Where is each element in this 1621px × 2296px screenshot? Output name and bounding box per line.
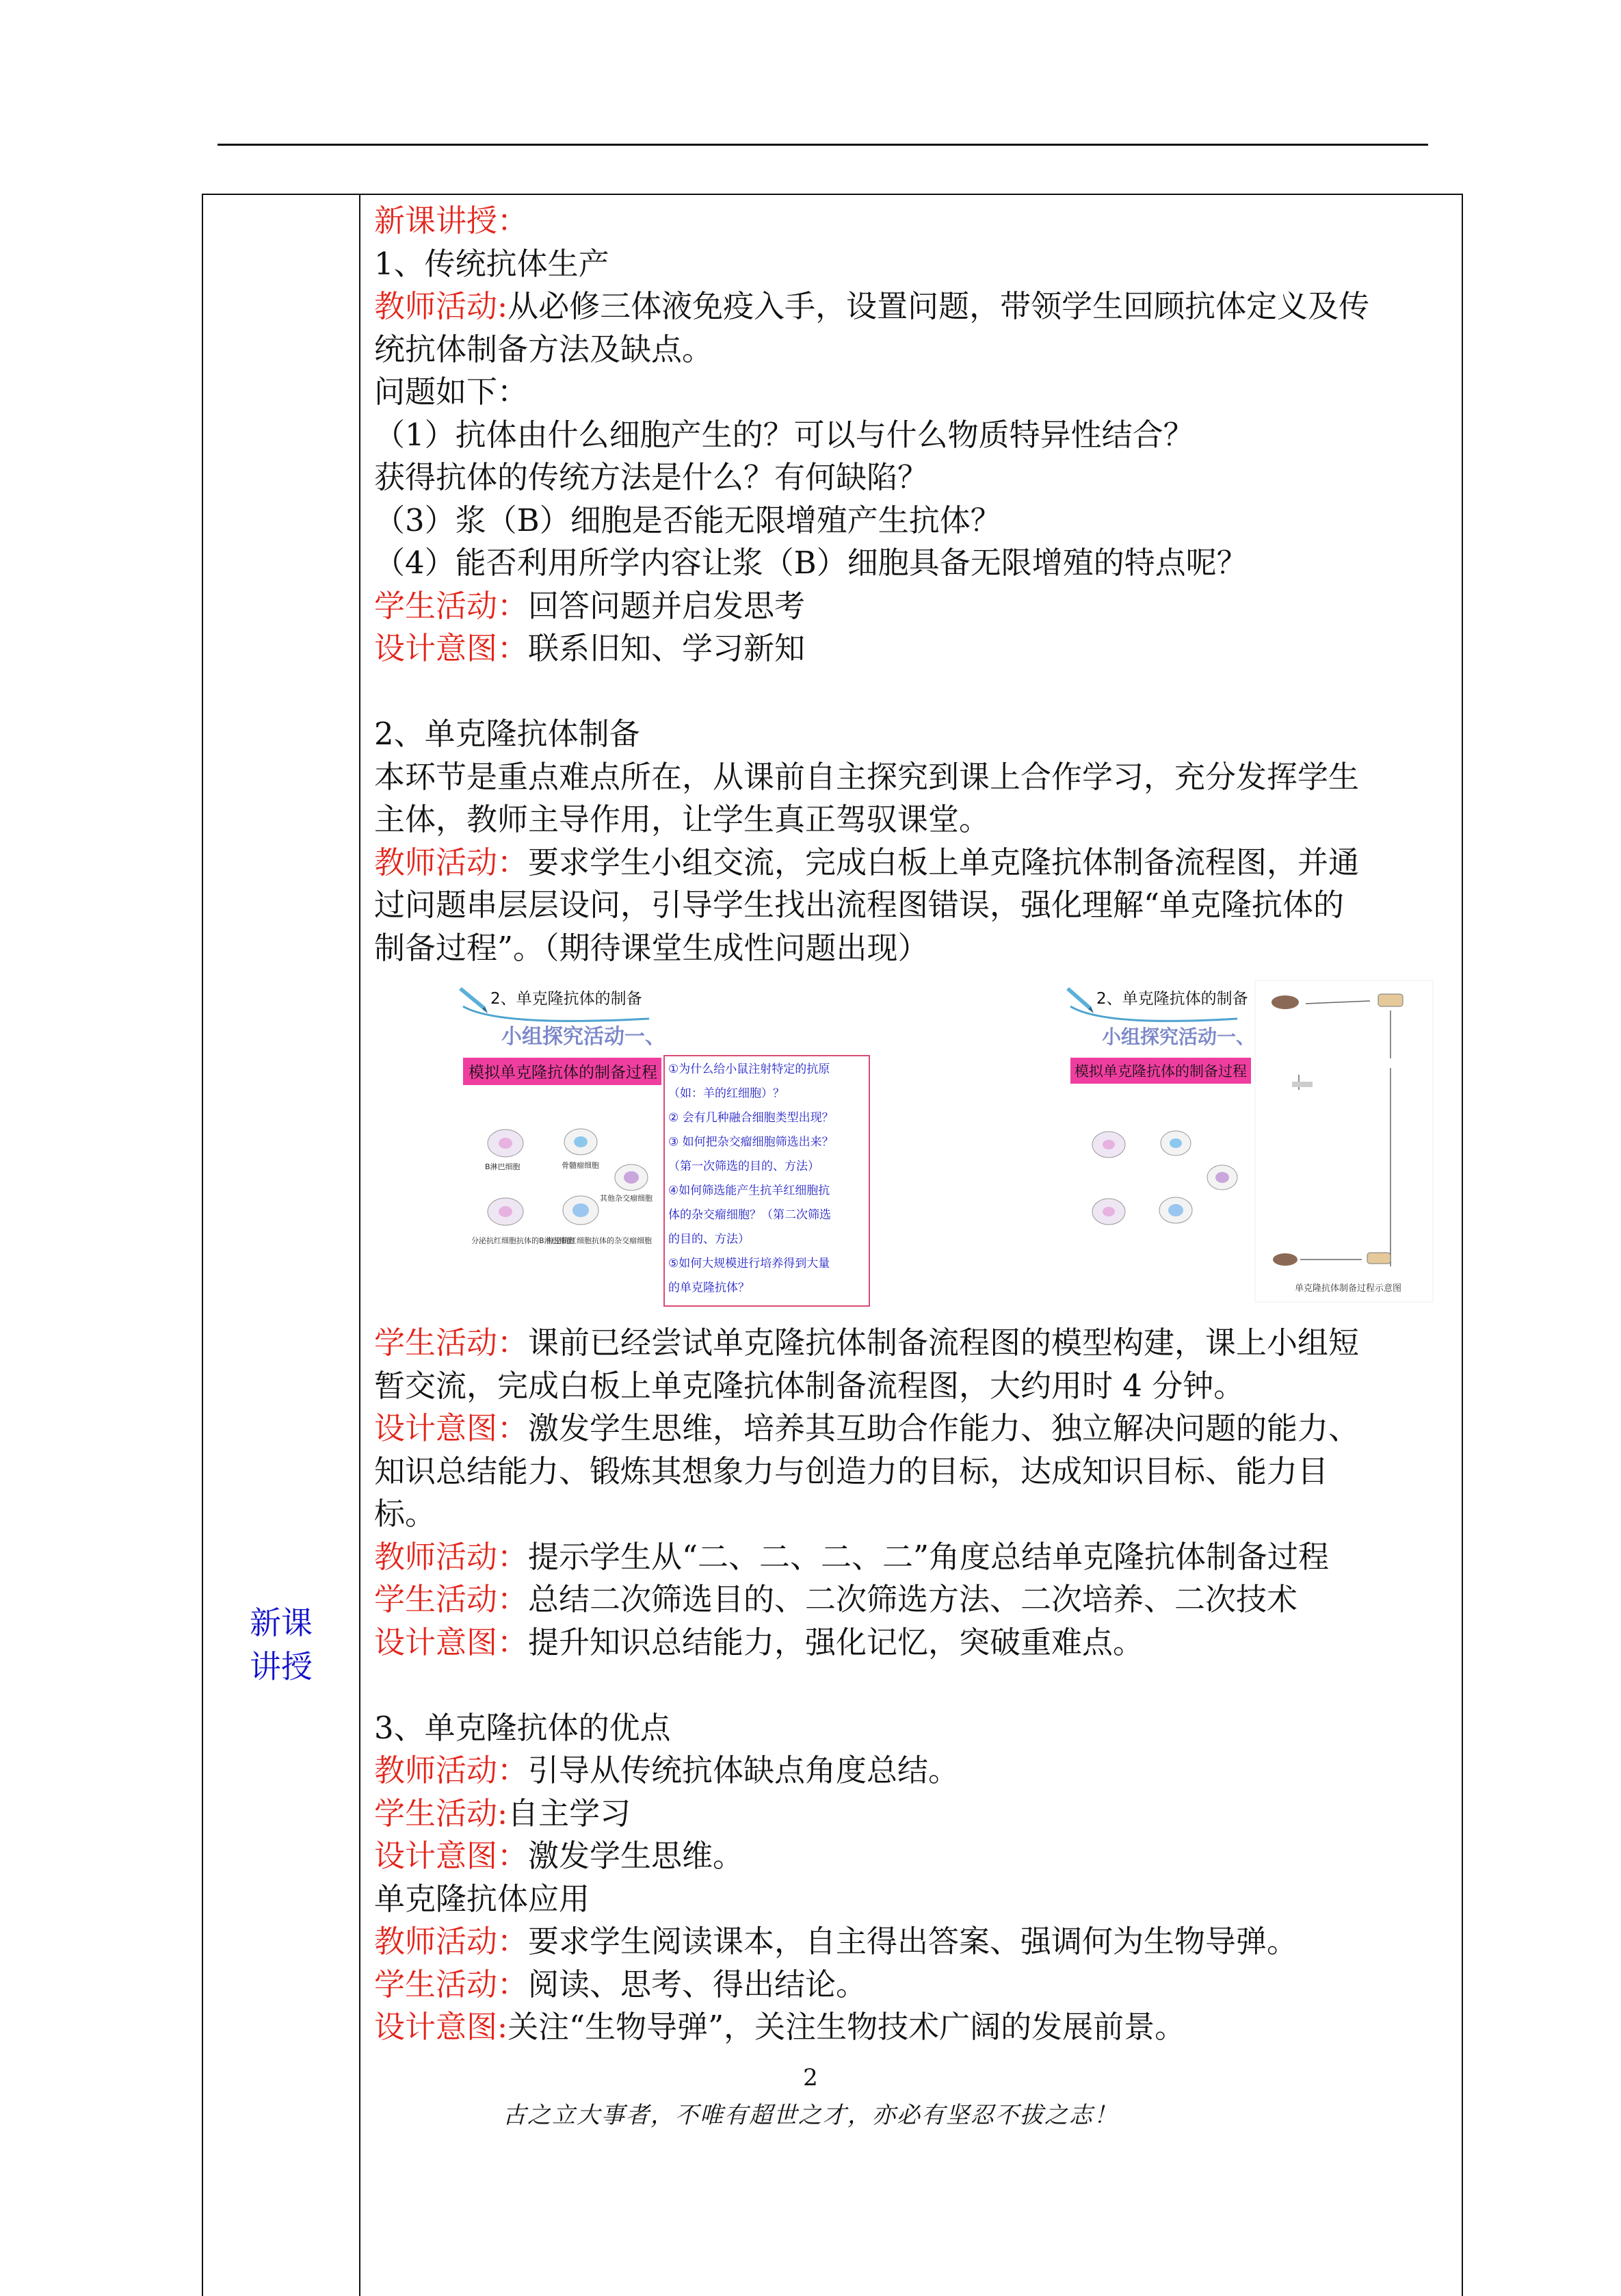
line-text: 课前已经尝试单克隆抗体制备流程图的模型构建，课上小组短 [528,1325,1360,1361]
line-text: 提示学生从“二、二、二、二”角度总结单克隆抗体制备过程 [528,1538,1330,1575]
text-line [374,585,1455,628]
flow-diagram [1255,980,1433,1302]
text-line [374,1365,1455,1408]
activity-label: 学生活动: [374,1795,508,1831]
text-line [374,285,1455,328]
line-text: 引导从传统抗体缺点角度总结。 [528,1752,960,1788]
activity-label: 设计意图： [374,1623,529,1660]
line-text: 制备过程”。（期待课堂生成性问题出现） [374,929,929,966]
text-line [374,1878,1455,1921]
text-line [374,713,1455,756]
text-line [374,328,1455,371]
question-line: （如：羊的红细胞）？ [668,1086,785,1101]
column-divider [359,195,360,2296]
text-line [374,2006,1455,2049]
question-line: （第一次筛选的目的、方法） [668,1160,819,1173]
activity-label: 新课讲授： [374,203,529,239]
text-line [374,842,1455,885]
slide-title: 2、单克隆抗体的制备 [1096,990,1248,1008]
text-line [374,1407,1455,1450]
page-number: 2 [803,2064,818,2091]
cell-diagram [1092,1131,1237,1225]
figure-slide-b [1066,979,1434,1307]
text-line [374,1621,1455,1665]
line-text: 暂交流，完成白板上单克隆抗体制备流程图，大约用时 4 分钟。 [374,1367,1245,1404]
text-line [374,627,1455,670]
line-text: 激发学生思维，培养其互助合作能力、独立解决问题的能力、 [528,1410,1360,1446]
line-text: 单克隆抗体应用 [374,1880,590,1917]
cell-label: 其他杂交瘤细胞 [600,1194,653,1203]
line-text: 1、传统抗体生产 [374,245,609,282]
activity-label: 设计意图： [374,1838,529,1874]
line-text: 回答问题并启发思考 [528,587,806,624]
text-block-before [374,200,1455,969]
question-line: 的单克隆抗体？ [668,1281,750,1295]
activity-label: 教师活动: [374,288,508,324]
activity-label: 教师活动： [374,1538,529,1575]
line-text: 2、单克隆抗体制备 [374,716,640,752]
text-line [374,1450,1455,1493]
activity-label: 学生活动： [374,587,529,624]
activity-label: 设计意图: [374,2009,508,2045]
text-line [374,371,1455,414]
activity-label: 教师活动： [374,1923,529,1959]
text-line [374,243,1455,286]
cell-label: B淋巴细胞 [485,1162,520,1171]
text-line [374,1707,1455,1750]
line-text: 提升知识总结能力，强化记忆，突破重难点。 [528,1623,1144,1660]
line-text: 阅读、思考、得出结论。 [528,1966,867,2003]
text-line [374,1322,1455,1365]
figure-caption: 单克隆抗体制备过程示意图 [1295,1283,1402,1294]
header-rule [218,144,1428,146]
figure-row [374,969,1455,1322]
line-text: 关注“生物导弹”，关注生物技术广阔的发展前景。 [508,2009,1186,2045]
text-line [374,1792,1455,1836]
text-line [374,798,1455,842]
question-line: ⑤如何大规模进行培养得到大量 [668,1257,830,1270]
text-line [374,200,1455,243]
question-line: ①为什么给小鼠注射特定的抗原 [668,1062,830,1076]
text-line [374,456,1455,499]
line-text: 知识总结能力、锻炼其想象力与创造力的目标，达成知识目标、能力目 [374,1452,1329,1489]
line-text: 要求学生小组交流，完成白板上单克隆抗体制备流程图，并通 [528,844,1360,880]
text-line [374,499,1455,543]
slide-subtitle: 小组探究活动一、 [501,1025,665,1049]
activity-label: 设计意图： [374,630,529,666]
question-line: ② 会有几种融合细胞类型出现？ [668,1111,834,1125]
line-text: 过问题串层层设问，引导学生找出流程图错误，强化理解“单克隆抗体的 [374,887,1345,923]
line-text: 标。 [374,1496,436,1532]
line-text: 自主学习 [508,1795,631,1831]
line-text: 3、单克隆抗体的优点 [374,1709,671,1746]
text-line [374,414,1455,457]
line-text: 问题如下： [374,374,529,410]
text-block-after [374,1322,1455,2049]
question-line: 的目的、方法） [668,1232,750,1247]
left-label-line: 新课 [250,1604,313,1641]
lesson-table [202,194,1463,2296]
left-label-line: 讲授 [250,1648,313,1685]
cell-label: 骨髓瘤细胞 [562,1161,599,1170]
line-text: 从必修三体液免疫入手，设置问题，带领学生回顾抗体定义及传 [508,288,1370,324]
question-line: ④如何筛选能产生抗羊红细胞抗 [668,1184,830,1198]
activity-label: 学生活动： [374,1325,529,1361]
line-text: 统抗体制备方法及缺点。 [374,330,713,367]
blank-line [374,1664,1455,1707]
question-line: 体的杂交瘤细胞？（第二次筛选 [668,1208,831,1222]
text-line [374,1536,1455,1579]
cell-label: 分泌抗红细胞抗体的B淋巴细胞 [471,1236,575,1245]
text-line [374,756,1455,799]
slide-subtitle: 小组探究活动一、 [1102,1026,1256,1048]
footer-quote: 古之立大事者，不唯有超世之才，亦必有坚忍不拔之志！ [503,2102,1118,2129]
text-line [374,1964,1455,2007]
slide-title: 2、单克隆抗体的制备 [490,990,642,1008]
left-column-label [203,1601,359,1688]
line-text: 联系旧知、学习新知 [528,630,806,666]
question-line: ③ 如何把杂交瘤细胞筛选出来？ [668,1135,834,1149]
activity-label: 设计意图： [374,1410,529,1446]
text-line [374,1493,1455,1536]
activity-label: 学生活动： [374,1966,529,2003]
slide-banner: 模拟单克隆抗体的制备过程 [1075,1063,1247,1080]
line-text: 要求学生阅读课本，自主得出答案、强调何为生物导弹。 [528,1923,1298,1959]
line-text: 总结二次筛选目的、二次筛选方法、二次培养、二次技术 [528,1581,1298,1617]
text-line [374,542,1455,585]
line-text: 获得抗体的传统方法是什么？有何缺陷？ [374,459,929,495]
text-line [374,1578,1455,1621]
activity-label: 教师活动： [374,1752,529,1788]
activity-label: 教师活动： [374,844,529,880]
text-line [374,927,1455,970]
line-text: 主体，教师主导作用，让学生真正驾驭课堂。 [374,801,990,837]
slide-banner: 模拟单克隆抗体的制备过程 [469,1064,657,1082]
text-line [374,1920,1455,1964]
blank-line [374,670,1455,714]
content-cell [374,200,1455,2049]
pen-icon [459,987,488,1013]
line-text: 激发学生思维。 [528,1838,744,1874]
text-line [374,1749,1455,1792]
line-text: （3）浆（B）细胞是否能无限增殖产生抗体？ [374,501,1001,538]
line-text: （1）抗体由什么细胞产生的？可以与什么物质特异性结合？ [374,416,1194,453]
line-text: 本环节是重点难点所在，从课前自主探究到课上合作学习，充分发挥学生 [374,758,1360,795]
pen-icon [1066,987,1094,1013]
activity-label: 学生活动： [374,1581,529,1617]
figure-slide-a [458,979,875,1307]
text-line [374,1835,1455,1878]
cell-diagram [488,1129,648,1225]
cell-label: 分泌抗红细胞抗体的杂交瘤细胞 [546,1236,652,1245]
line-text: （4）能否利用所学内容让浆（B）细胞具备无限增殖的特点呢？ [374,545,1248,581]
text-line [374,884,1455,927]
